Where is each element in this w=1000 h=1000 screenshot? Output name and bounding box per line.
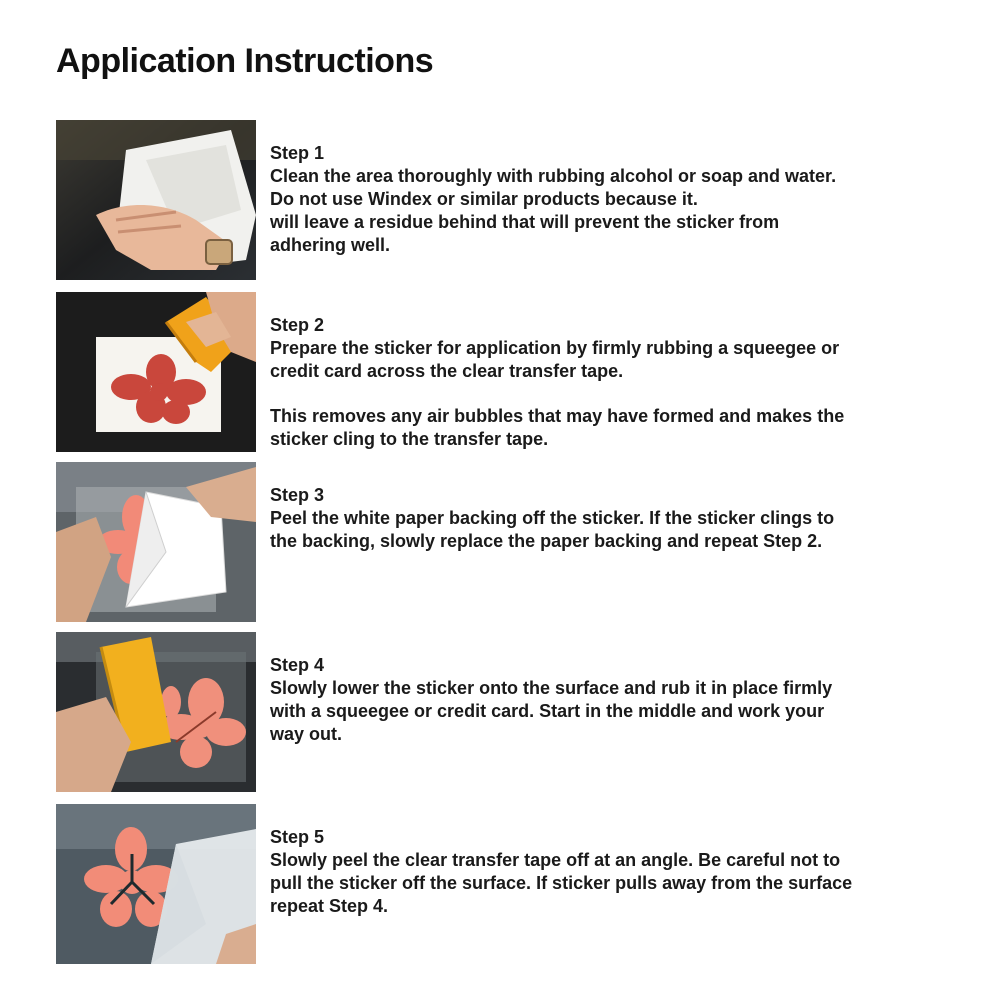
step-3-text [270, 484, 970, 553]
step-3-line-1: Peel the white paper backing off the sticker. If the sticker clings to [270, 508, 835, 528]
step-5-line-3: repeat Step 4. [270, 896, 389, 916]
step-3 [56, 462, 976, 622]
step-5-line-1: Slowly peel the clear transfer tape off at an angle. Be careful not to [270, 850, 841, 870]
peel-backing-image [56, 462, 256, 622]
step-4-line-3: way out. [270, 724, 343, 744]
step-1-line-3: will leave a residue behind that will prevent the sticker from [270, 212, 780, 232]
step-3-line-2: the backing, slowly replace the paper backing and repeat Step 2. [270, 531, 823, 551]
step-1 [56, 120, 976, 280]
step-2-photo [56, 292, 256, 452]
step-2 [56, 292, 976, 452]
step-1-heading: Step 1 [270, 143, 325, 163]
step-1-photo [56, 120, 256, 280]
step-2-text [270, 314, 970, 451]
step-2-heading: Step 2 [270, 315, 325, 335]
step-2-line-1: Prepare the sticker for application by firmly rubbing a squeegee or [270, 338, 840, 358]
step-1-text [270, 142, 970, 257]
step-5-heading: Step 5 [270, 827, 325, 847]
step-3-photo [56, 462, 256, 622]
step-3-heading: Step 3 [270, 485, 325, 505]
peel-transfer-tape-image [56, 804, 256, 964]
step-2-line-2: credit card across the clear transfer tape. [270, 361, 624, 381]
squeegee-rub-image [56, 292, 256, 452]
step-5-line-2: pull the sticker off the surface. If sticker pulls away from the surface [270, 873, 853, 893]
cleaning-cloth-image [56, 120, 256, 280]
squeegee-apply-image [56, 632, 256, 792]
step-4-photo [56, 632, 256, 792]
step-5-photo [56, 804, 256, 964]
step-4-line-1: Slowly lower the sticker onto the surface and rub it in place firmly [270, 678, 833, 698]
page-title: Application Instructions [56, 42, 434, 80]
step-1-line-4: adhering well. [270, 235, 391, 255]
step-4-line-2: with a squeegee or credit card. Start in the middle and work your [270, 701, 825, 721]
step-2-line-3: This removes any air bubbles that may have formed and makes the [270, 406, 845, 426]
step-2-line-4: sticker cling to the transfer tape. [270, 429, 549, 449]
step-5 [56, 804, 976, 964]
step-4 [56, 632, 976, 792]
step-4-text [270, 654, 970, 746]
step-1-line-2: Do not use Windex or similar products because it. [270, 189, 698, 209]
step-4-heading: Step 4 [270, 655, 325, 675]
step-5-text [270, 826, 970, 918]
step-1-line-1: Clean the area thoroughly with rubbing alcohol or soap and water. [270, 166, 837, 186]
